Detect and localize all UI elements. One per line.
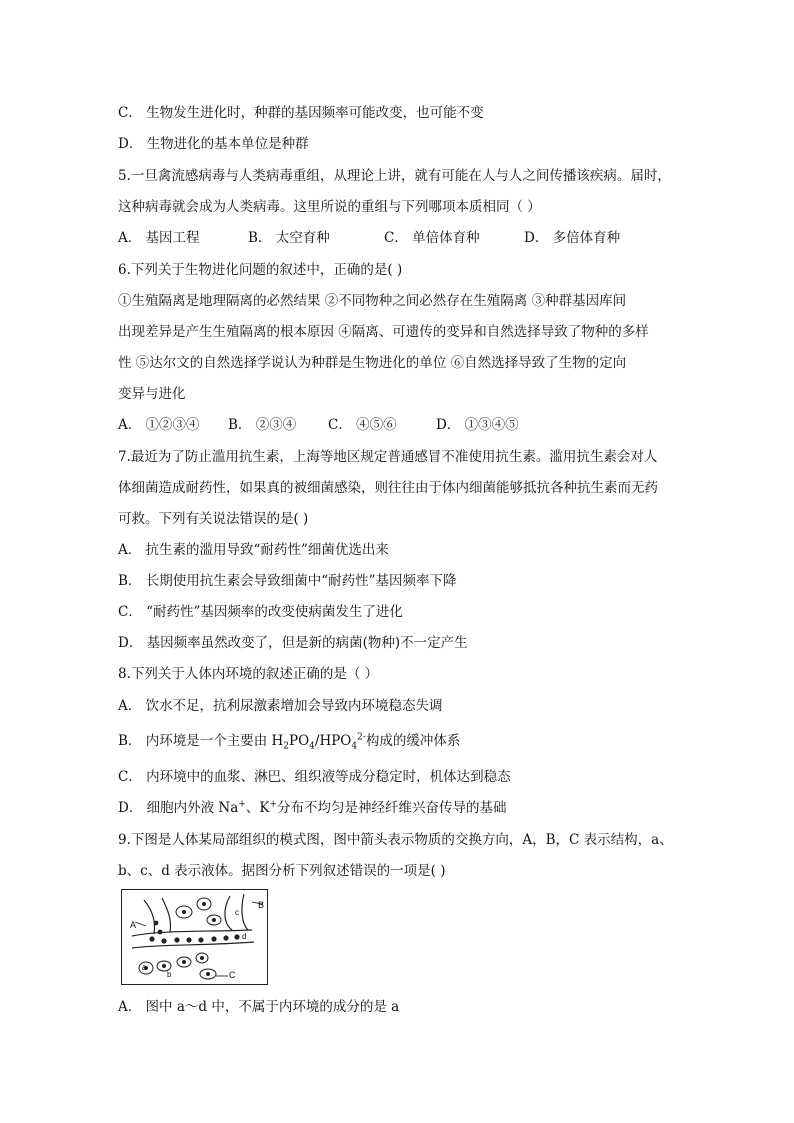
q6-option-b: B． ②③④	[228, 417, 297, 433]
q4-option-c: C． 生物发生进化时，种群的基因频率可能改变，也可能不变	[118, 105, 484, 121]
label-structure-a: A	[130, 920, 137, 930]
q9-option-a: A． 图中 a～d 中，不属于内环境的成分的是 a	[118, 999, 400, 1015]
q9-stem-line2: b、c、d 表示液体。据图分析下列叙述错误的一项是( )	[118, 863, 446, 879]
label-fluid-d: d	[242, 932, 247, 941]
q7-stem-line3: 可救。下列有关说法错误的是( )	[118, 511, 309, 527]
q8-option-c: C． 内环境中的血浆、淋巴、组织液等成分稳定时，机体达到稳态	[118, 769, 511, 785]
vessel-branch	[144, 898, 171, 934]
q6-statement-line4: 变异与进化	[118, 386, 186, 402]
label-structure-c: C	[229, 970, 236, 980]
q5-option-b: B． 太空育种	[248, 230, 330, 246]
q5-option-d: D． 多倍体育种	[524, 230, 621, 246]
q7-option-c: C． “耐药性”基因频率的改变使病菌发生了进化	[118, 604, 403, 620]
q5-option-a: A． 基因工程	[118, 230, 200, 246]
q6-statement-line3: 性 ⑤达尔文的自然选择学说认为种群是生物进化的单位 ⑥自然选择导致了生物的定向	[118, 355, 627, 371]
q7-stem-line2: 体细菌造成耐药性，如果真的被细菌感染，则往往由于体内细菌能够抵抗各种抗生素而无药	[118, 480, 658, 496]
q5-option-c: C． 单倍体育种	[384, 230, 480, 246]
q7-option-d: D． 基因频率虽然改变了，但是新的病菌(物种)不一定产生	[118, 635, 468, 651]
q8-stem: 8.下列关于人体内环境的叙述正确的是（ ）	[118, 666, 379, 682]
tissue-diagram	[121, 889, 268, 985]
q6-statement-line2: 出现差异是产生生殖隔离的根本原因 ④隔离、可遗传的变异和自然选择导致了物种的多样	[118, 324, 649, 340]
capillary-lower-wall	[132, 942, 254, 948]
label-fluid-a: a	[142, 963, 147, 972]
q5-stem-line2: 这种病毒就会成为人类病毒。这里所说的重组与下列哪项本质相同（ ）	[118, 199, 541, 215]
label-structure-b: B	[258, 900, 265, 910]
q9-stem-line1: 9.下图是人体某局部组织的模式图，图中箭头表示物质的交换方向，A，B，C 表示结构，a、	[118, 832, 673, 848]
q5-stem-line1: 5.一旦禽流感病毒与人类病毒重组，从理论上讲，就有可能在人与人之间传播该疾病。届时，	[118, 168, 671, 184]
q6-option-d: D． ①③④⑤	[436, 417, 519, 433]
q8-option-d: D． 细胞内外液 Na+、K+分布不均匀是神经纤维兴奋传导的基础	[118, 799, 507, 816]
q7-stem-line1: 7.最近为了防止滥用抗生素，上海等地区规定普通感冒不准使用抗生素。滥用抗生素会对人	[118, 449, 658, 465]
q6-statement-line1: ①生殖隔离是地理隔离的必然结果 ②不同物种之间必然存在生殖隔离 ③种群基因库间	[118, 293, 627, 309]
q6-option-c: C． ④⑤⑥	[328, 417, 397, 433]
pointer-a	[135, 922, 146, 926]
q8-option-b: B． 内环境是一个主要由 $H_2PO_4/HPO_4^{2-}$构成的缓冲体系	[118, 732, 461, 752]
q6-option-a: A． ①②③④	[118, 417, 200, 433]
q6-stem: 6.下列关于生物进化问题的叙述中，正确的是( )	[118, 262, 403, 278]
label-fluid-c: c	[235, 908, 239, 917]
label-fluid-b: b	[167, 970, 172, 979]
capillary-upper-wall	[132, 930, 252, 936]
q7-option-b: B． 长期使用抗生素会导致细菌中“耐药性”基因频率下降	[118, 573, 457, 589]
q8-option-a: A． 饮水不足，抗利尿激素增加会导致内环境稳态失调	[118, 698, 443, 714]
q7-option-a: A． 抗生素的滥用导致“耐药性”细菌优选出来	[118, 542, 389, 558]
q4-option-d: D． 生物进化的基本单位是种群	[118, 136, 309, 152]
